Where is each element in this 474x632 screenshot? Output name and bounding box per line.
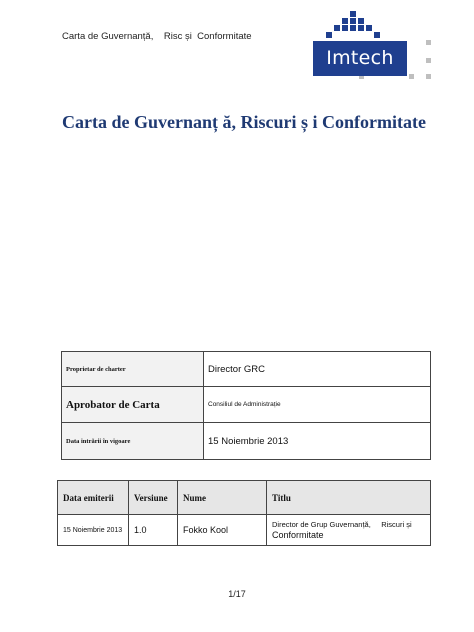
effective-date-label: Data intrării în vigoare — [62, 423, 204, 460]
issue-date-cell: 15 Noiembrie 2013 — [58, 515, 129, 546]
column-header-name: Nume — [178, 481, 267, 515]
running-header: Carta de Guvernanță, Risc și Conformitate — [62, 31, 252, 42]
column-header-issue-date: Data emiterii — [58, 481, 129, 515]
document-title: Carta de Guvernanț ă, Riscuri ș i Conformitate — [62, 112, 426, 132]
version-cell: 1.0 — [129, 515, 178, 546]
table-header-row — [58, 481, 431, 515]
title-cell — [267, 515, 431, 546]
charter-approver-label: Aprobator de Carta — [62, 387, 204, 423]
charter-owner-label: Proprietar de charter — [62, 352, 204, 387]
column-header-title: Titlu — [267, 481, 431, 515]
issue-history-table — [57, 480, 431, 546]
name-cell: Fokko Kool — [178, 515, 267, 546]
logo-wordmark: Imtech — [313, 41, 407, 76]
effective-date-value: 15 Noiembrie 2013 — [204, 423, 431, 460]
charter-owner-value: Director GRC — [204, 352, 431, 387]
table-row — [62, 387, 431, 423]
table-row — [62, 352, 431, 387]
page-number: 1/17 — [228, 589, 246, 599]
table-row — [58, 515, 431, 546]
title-line-2: Conformitate — [272, 530, 324, 540]
column-header-version: Versiune — [129, 481, 178, 515]
table-row — [62, 423, 431, 460]
charter-approver-value: Consiliul de Administrație — [204, 387, 431, 423]
title-line-1: Director de Grup Guvernanță, Riscuri și — [272, 520, 412, 529]
imtech-logo — [313, 8, 435, 80]
charter-info-table — [61, 351, 431, 460]
